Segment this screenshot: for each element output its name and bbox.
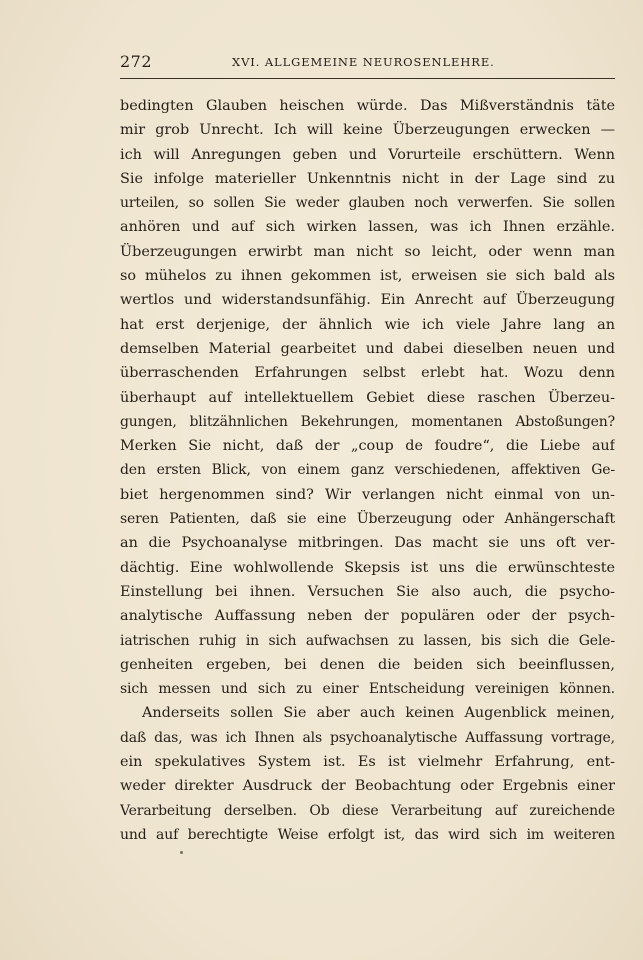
- text-line: bedingten Glauben heischen würde. Das Mißverständnis täte: [120, 98, 615, 114]
- text-line: Überzeugungen erwirbt man nicht so leicht, oder wenn man: [120, 243, 615, 260]
- text-line: sich messen und sich zu einer Entscheidung vereinigen können.: [120, 681, 615, 698]
- text-line: an die Psychoanalyse mitbringen. Das macht sie uns oft ver-: [120, 535, 615, 552]
- page-number: 272: [120, 52, 153, 71]
- text-line: überraschenden Erfahrungen selbst erlebt hat. Wozu denn: [120, 365, 615, 382]
- body-text: [120, 94, 615, 847]
- text-line: biet hergenommen sind? Wir verlangen nicht einmal von un-: [120, 486, 615, 503]
- text-line: urteilen, so sollen Sie weder glauben noch verwerfen. Sie sollen: [120, 195, 615, 212]
- paragraph-first-line: Anderseits sollen Sie aber auch keinen Augenblick meinen,: [142, 705, 615, 722]
- text-line: und auf berechtigte Weise erfolgt ist, das wird sich im weiteren: [120, 826, 615, 843]
- text-line: anhören und auf sich wirken lassen, was ich Ihnen erzähle.: [120, 219, 615, 236]
- text-line: weder direkter Ausdruck der Beobachtung oder Ergebnis einer: [120, 778, 615, 795]
- text-line: mir grob Unrecht. Ich will keine Überzeugungen erwecken —: [120, 122, 615, 139]
- running-head: XVI. ALLGEMEINE NEUROSENLEHRE.: [232, 55, 495, 69]
- text-line: genheiten ergeben, bei denen die beiden sich beeinflussen,: [120, 656, 615, 673]
- text-line: wertlos und widerstandsunfähig. Ein Anrecht auf Überzeugung: [120, 292, 615, 309]
- paper-speck: [180, 851, 183, 854]
- text-line: daß das, was ich Ihnen als psychoanalytische Auffassung vortrage,: [120, 729, 615, 746]
- text-line: seren Patienten, daß sie eine Überzeugung oder Anhängerschaft: [120, 511, 615, 528]
- page-header: [120, 52, 615, 74]
- text-line: überhaupt auf intellektuellem Gebiet diese raschen Überzeu-: [120, 389, 615, 406]
- text-line: demselben Material gearbeitet und dabei dieselben neuen und: [120, 340, 615, 357]
- text-line: Verarbeitung derselben. Ob diese Verarbeitung auf zureichende: [120, 802, 615, 819]
- text-line: ich will Anregungen geben und Vorurteile erschüttern. Wenn: [120, 146, 615, 163]
- text-line: Sie infolge materieller Unkenntnis nicht in der Lage sind zu: [120, 170, 615, 187]
- text-line: dächtig. Eine wohlwollende Skepsis ist uns die erwünschteste: [120, 559, 615, 576]
- text-line: gungen, blitzähnlichen Bekehrungen, momentanen Abstoßungen?: [120, 413, 615, 430]
- text-line: Merken Sie nicht, daß der „coup de foudre“, die Liebe auf: [120, 438, 615, 455]
- text-line: hat erst derjenige, der ähnlich wie ich viele Jahre lang an: [120, 316, 615, 333]
- text-line: analytische Auffassung neben der populären oder der psych-: [120, 608, 615, 625]
- text-line: iatrischen ruhig in sich aufwachsen zu lassen, bis sich die Gele-: [120, 632, 615, 649]
- text-line: Einstellung bei ihnen. Versuchen Sie also auch, die psycho-: [120, 583, 615, 600]
- header-rule: [120, 78, 615, 79]
- text-line: so mühelos zu ihnen gekommen ist, erweisen sie sich bald als: [120, 268, 615, 285]
- text-line: ein spekulatives System ist. Es ist vielmehr Erfahrung, ent-: [120, 754, 615, 771]
- text-line: den ersten Blick, von einem ganz verschiedenen, affektiven Ge-: [120, 462, 615, 479]
